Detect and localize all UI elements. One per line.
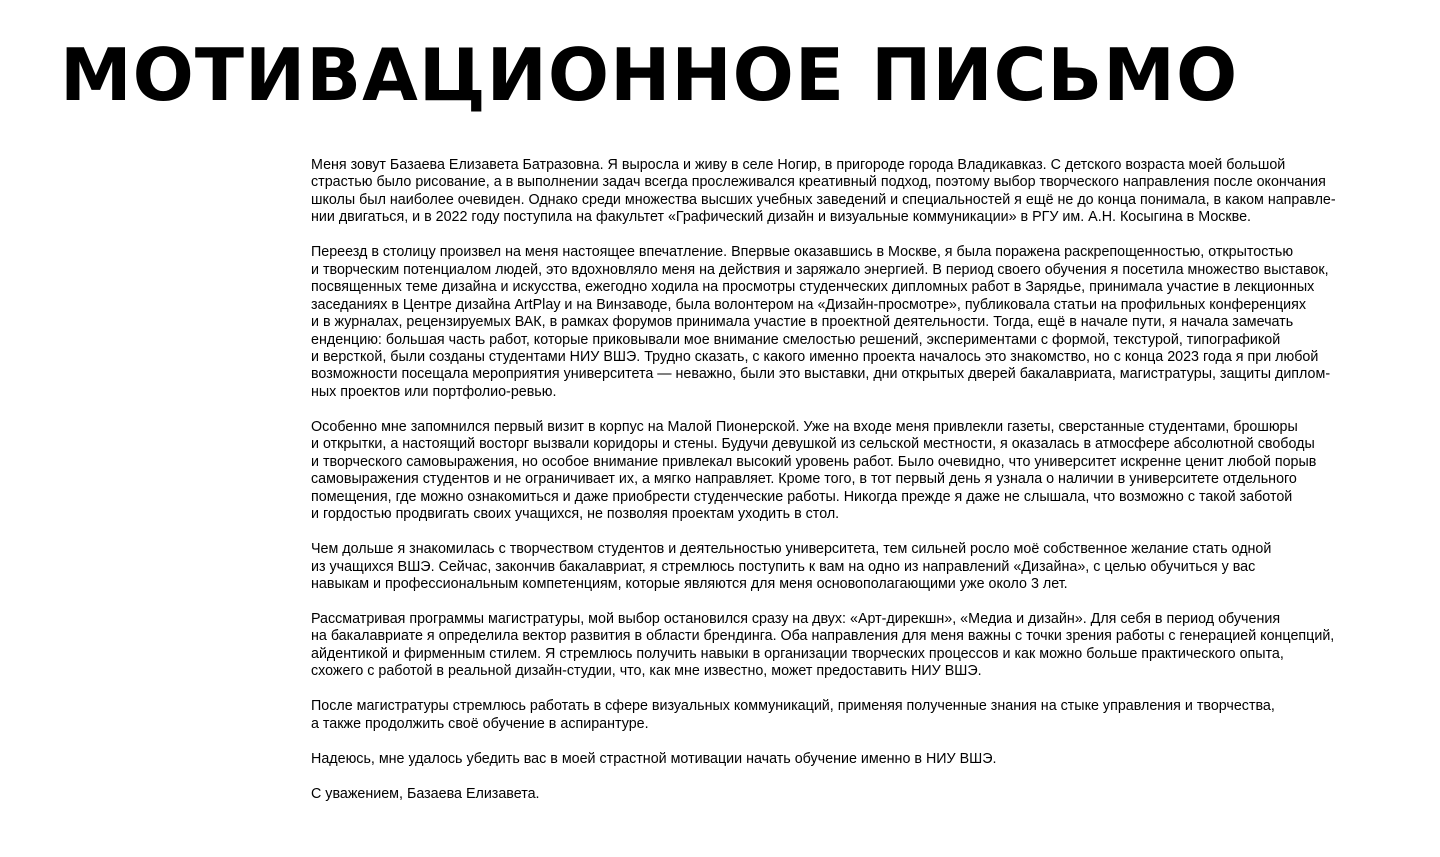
paragraph-line: и открытки, а настоящий восторг вызвали коридоры и стены. Будучи девушкой из сельской местности, я оказалась в атмосфере абсолютной свободы xyxy=(311,436,1315,453)
paragraph-line: и версткой, были созданы студентами НИУ ВШЭ. Трудно сказать, с какого именно проекта началось это знакомство, но с конца 2023 года я при любой xyxy=(311,349,1319,366)
paragraph-line: схожего с работой в реальной дизайн-студии, что, как мне известно, может предоставить НИУ ВШЭ. xyxy=(311,663,982,680)
paragraph-line: Чем дольше я знакомилась с творчеством студентов и деятельностью университета, тем сильней росло моё собственное желание стать одной xyxy=(311,541,1272,558)
paragraph-line: навыкам и профессиональным компетенциям, которые являются для меня основополагающими уже около 3 лет. xyxy=(311,576,1068,593)
paragraph-line: заседаниях в Центре дизайна ArtPlay и на Винзаводе, была волонтером на «Дизайн-просмотре», публиковала статьи на профильных конференциях xyxy=(311,296,1307,313)
paragraph-first-visit xyxy=(311,419,1371,524)
signature-line: С уважением, Базаева Елизавета. xyxy=(311,785,540,802)
paragraph-line: Надеюсь, мне удалось убедить вас в моей страстной мотивации начать обучение именно в НИУ ВШЭ. xyxy=(311,750,997,767)
signature xyxy=(311,786,1371,803)
paragraph-plans xyxy=(311,698,1371,733)
paragraph-line: нии двигаться, и в 2022 году поступила на факультет «Графический дизайн и визуальные коммуникации» в РГУ им. А.Н. Косыгина в Москве. xyxy=(311,209,1252,226)
paragraph-line: ных проектов или портфолио-ревью. xyxy=(311,383,557,400)
paragraph-line: и в журналах, рецензируемых ВАК, в рамках форумов принимала участие в проектной деятельности. Тогда, ещё в начале пути, я начала замечать xyxy=(311,314,1294,331)
paragraph-line: посвященных теме дизайна и искусства, ежегодно ходила на просмотры студенческих дипломных работ в Зарядье, принимала участие в лекционных xyxy=(311,279,1315,296)
paragraph-line: Особенно мне запомнился первый визит в корпус на Малой Пионерской. Уже на входе меня привлекли газеты, сверстанные студентами, брошюры xyxy=(311,418,1298,435)
paragraph-line: и творческим потенциалом людей, это вдохновляло меня на действия и заряжало энергией. В период своего обучения я посетила множество выставок, xyxy=(311,261,1329,278)
paragraph-line: возможности посещала мероприятия университета — неважно, были это выставки, дни открытых дверей бакалавриата, магистратуры, защиты диплом- xyxy=(311,366,1331,383)
paragraph-intro xyxy=(311,157,1371,227)
paragraph-line: из учащихся ВШЭ. Сейчас, закончив бакалавриат, я стремлюсь поступить к вам на одно из направлений «Дизайна», с целью обучиться у вас xyxy=(311,558,1256,575)
paragraph-desire xyxy=(311,541,1371,593)
paragraph-line: айдентикой и фирменным стилем. Я стремлюсь получить навыки в организации творческих процессов и как можно больше практического опыта, xyxy=(311,645,1284,662)
paragraph-line: на бакалавриате я определила вектор развития в области брендинга. Оба направления для меня важны с точки зрения работы с генерацией концепций, xyxy=(311,628,1335,645)
paragraph-line: самовыражения студентов и не ограничивает их, а мягко направляет. Кроме того, в тот первый день я узнала о наличии в университете отдельного xyxy=(311,471,1297,488)
paragraph-line: и гордостью продвигать своих учащихся, не позволяя проектам уходить в стол. xyxy=(311,506,840,523)
paragraph-line: Переезд в столицу произвел на меня настоящее впечатление. Впервые оказавшись в Москве, я была поражена раскрепощенностью, открытостью xyxy=(311,244,1294,261)
paragraph-programs xyxy=(311,611,1371,681)
page-title: МОТИВАЦИОННОЕ ПИСЬМО xyxy=(60,33,1239,117)
paragraph-line: енденцию: большая часть работ, которые приковывали мое внимание смелостью решений, экспериментами с формой, текстурой, типографикой xyxy=(311,331,1281,348)
paragraph-line: Меня зовут Базаева Елизавета Батразовна. Я выросла и живу в селе Ногир, в пригороде города Владикавказ. С детского возраста моей большой xyxy=(311,157,1286,173)
paragraph-line: а также продолжить своё обучение в аспирантуре. xyxy=(311,715,649,732)
paragraph-line: помещения, где можно ознакомиться и даже приобрести студенческие работы. Никогда прежде я даже не слышала, что возможно с такой заботой xyxy=(311,488,1293,505)
letter-body xyxy=(311,157,1371,821)
paragraph-moscow xyxy=(311,244,1371,401)
paragraph-line: После магистратуры стремлюсь работать в сфере визуальных коммуникаций, применяя полученные знания на стыке управления и творчества, xyxy=(311,698,1275,715)
paragraph-line: Рассматривая программы магистратуры, мой выбор остановился сразу на двух: «Арт-дирекшн», «Медиа и дизайн». Для себя в период обучения xyxy=(311,610,1281,627)
paragraph-line: страстью было рисование, а в выполнении задач всегда прослеживался креативный подход, поэтому выбор творческого направления после окончания xyxy=(311,174,1326,191)
paragraph-line: школы был наиболее очевиден. Однако среди множества высших учебных заведений и специальностей я ещё не до конца понимала, в каком направле- xyxy=(311,191,1336,208)
paragraph-closing xyxy=(311,751,1371,768)
paragraph-line: и творческого самовыражения, но особое внимание привлекал высокий уровень работ. Было очевидно, что университет искренне ценит любой порыв xyxy=(311,453,1317,470)
